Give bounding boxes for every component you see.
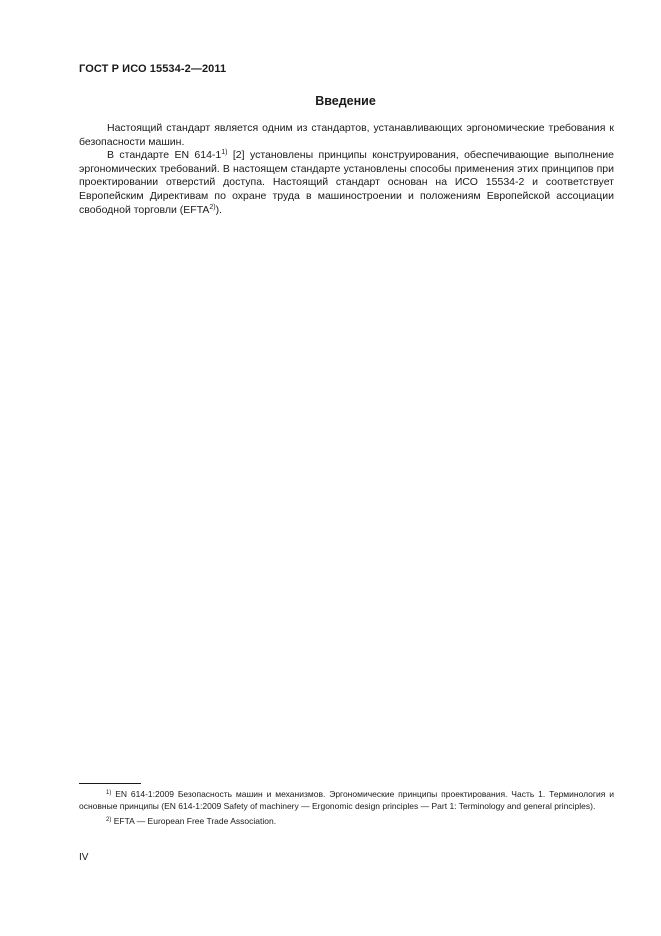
document-id-header: ГОСТ Р ИСО 15534-2—2011 [79, 63, 227, 75]
section-title: Введение [315, 94, 376, 108]
footnote-separator [79, 783, 141, 784]
footnote-1 [79, 788, 614, 812]
footnotes [79, 788, 614, 830]
footnote-1-text: EN 614-1:2009 Безопасность машин и механизмов. Эргономические принципы проектирования. Часть 1. Терминология и основные принципы (EN 614-1:2009 Safety of machinery — Ergonomic design principles — Part 1: Terminology and general principles). [79, 789, 614, 811]
footnote-ref-2: 2) [209, 203, 216, 211]
footnote-2 [79, 815, 614, 827]
footnote-1-mark: 1) [106, 790, 112, 796]
paragraph-2-text-main: [2] установлены принципы конструирования, обеспечивающие выполнение эргономических требований. В настоящем стандарте установлены способы применения этих принципов при проектировании отверстий доступа. Настоящий стандарт основан на ИСО 15534-2 и соответствует Европейским Директивам по охране труда в машиностроении и положениям Европейской ассоциации свободной торговли (EFTA [79, 149, 615, 216]
footnote-2-mark: 2) [106, 817, 112, 823]
paragraph-2 [79, 149, 614, 217]
paragraph-2-text-end: ). [215, 203, 222, 216]
page-number: IV [79, 852, 89, 863]
footnote-2-text: EFTA — European Free Trade Association. [111, 816, 277, 826]
paragraph-2-text-start: В стандарте EN 614-1 [107, 149, 222, 162]
paragraph-1: Настоящий стандарт является одним из стандартов, устанавливающих эргономические требования к безопасности машин. [79, 122, 614, 148]
footnote-ref-1: 1) [221, 149, 228, 157]
body-text [79, 122, 614, 217]
